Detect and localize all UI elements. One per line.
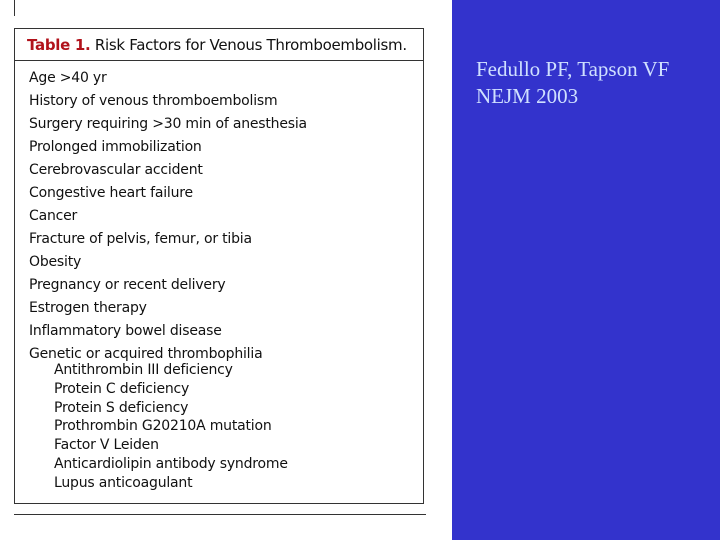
list-item: Estrogen therapy: [29, 300, 147, 316]
list-item: Prolonged immobilization: [29, 139, 202, 155]
citation-authors: Fedullo PF, Tapson VF: [476, 57, 670, 81]
table-number: Table 1.: [27, 36, 91, 54]
citation-panel: [452, 0, 720, 540]
left-rule: [14, 0, 15, 16]
sub-list-item: Prothrombin G20210A mutation: [54, 418, 272, 435]
list-item: Congestive heart failure: [29, 185, 193, 201]
risk-factor-list: [29, 67, 307, 366]
bottom-rule: [14, 514, 426, 515]
list-item: Age >40 yr: [29, 70, 107, 86]
sub-list-item: Factor V Leiden: [54, 437, 159, 454]
risk-factor-table: [14, 28, 424, 504]
list-item: Surgery requiring >30 min of anesthesia: [29, 116, 307, 132]
list-item: Fracture of pelvis, femur, or tibia: [29, 231, 252, 247]
list-item: Inflammatory bowel disease: [29, 323, 222, 339]
sub-list-item: Protein C deficiency: [54, 380, 190, 397]
list-item: Obesity: [29, 254, 82, 270]
sub-list-item: Anticardiolipin antibody syndrome: [54, 455, 288, 472]
list-item: Pregnancy or recent delivery: [29, 277, 226, 293]
list-item: Cancer: [29, 208, 78, 224]
table-title-text: Risk Factors for Venous Thromboembolism.: [94, 36, 407, 54]
title-divider: [15, 60, 423, 61]
list-item: Genetic or acquired thrombophilia: [29, 346, 263, 362]
citation-journal: NEJM 2003: [476, 84, 579, 108]
list-item: History of venous thromboembolism: [29, 93, 278, 109]
sub-list-item: Lupus anticoagulant: [54, 474, 193, 491]
citation: [476, 56, 669, 110]
thrombophilia-subtype-list: [54, 361, 288, 493]
table-title: [27, 36, 407, 54]
sub-list-item: Antithrombin III deficiency: [54, 362, 233, 378]
sub-list-item: Protein S deficiency: [54, 399, 189, 416]
list-item: Cerebrovascular accident: [29, 162, 203, 178]
